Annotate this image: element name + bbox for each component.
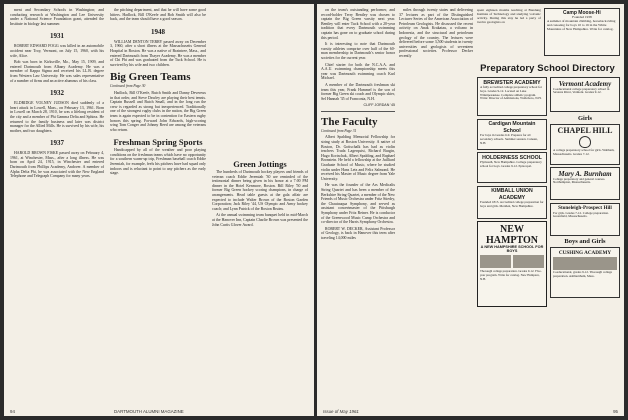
school-ad: [550, 247, 620, 298]
school-name: HOLDERNESS SCHOOL: [482, 154, 542, 161]
article-text: The hundreds of Dartmouth hockey players and friends of veteran coach Eddie Jeremiah '30 are reminded of the testimonial dinner being given in his honor at a 7:00 PM dinner in the Hotel Kenmore, Boston. Bill Riley '50 and former Big Green hockey scoring champions, in charge of arrangements. Head table guests at the gala affair are expected to include Walter Brown of the Boston Garden Corporation; Jack Riley '44, US Olympic and Army hockey coach; and Lynn Patrick of the Boston Bruins.: [212, 170, 308, 211]
school-ad: [477, 77, 547, 116]
section-heading: The Faculty: [321, 115, 378, 128]
section-heading: Big Green Teams: [110, 71, 191, 84]
school-description: Coeducational college preparatory school in Saxtons River, Vermont. Grades 9-12.: [553, 86, 610, 95]
school-name: BREWSTER ACADEMY: [483, 79, 541, 86]
school-description: For girls. Grades 7-12. College preparation. Greenfield, Massachusetts.: [553, 210, 609, 219]
directory-column-left: [477, 77, 547, 307]
school-name: CHAPEL HILL: [557, 126, 613, 135]
school-description: A fully accredited college preparatory school for boys. Grades 9-12. Located on Lake Winnipesaukee. Complete athletic program. Write: Director of Admissions, Wolfeboro, N.H.: [480, 85, 542, 101]
school-description: For boys in Grades 6-9. Prepares for all secondary schools. Summer session. Canaan, N.H.: [480, 133, 538, 145]
school-name: Vermont Academy: [558, 79, 612, 88]
school-ad: [477, 186, 547, 219]
photo: [553, 257, 617, 270]
school-tagline: A NEW HAMPSHIRE SCHOOL FOR BOYS: [480, 245, 544, 253]
obituary-text: WILLIAM DENTON TERRY passed away on December 3, 1960, after a short illness at the Massachusetts General Hospital in Boston. He was a native of Braintree, Mass., and entered Dartmouth from Thayer Academy. He was a member of Chi Phi and was graduated from the Tuck School. He is survived by his wife and two children.: [110, 39, 206, 67]
left-column-1: [10, 8, 104, 402]
school-name: Cardigan Mountain School: [488, 121, 536, 134]
article-text: At the annual swimming team banquet held in mid-March at the Hanover Inn, Captain Charlie Brown was presented the John Curtis Glover Award.: [212, 213, 308, 227]
obituary-text: Bob was born in Kirksville, Mo., May 15, 1909, and entered Dartmouth from Albany Academy. He was a member of Kappa Sigma and received his LL.B. degree from Western Law University. He was sales representative of a number of firms and an active alumnus of his class.: [10, 60, 104, 83]
left-column-3: [212, 154, 308, 402]
right-column-2: [399, 8, 473, 126]
top-text-row: [477, 8, 620, 59]
obituary-text: ROBERT EDWARD FOGG was killed in an automobile accident near Troy, Vermont, on July 15, 1960, with his wife, Alice.: [10, 44, 104, 58]
article-text: Hadlock, Bill O'Keefe, Butch Smith and Danny Devereux in that order, and Steve Dawley are playing their best tennis. Captain Russell and Butch Small, and in the long run the crew is regarded as strong but inexperienced. Traditionally one of the strongest rugby clubs in the nation, the Big Green team is again expected to be in contention for Eastern rugby honors this spring. Forward John Edwards, high-scoring wing Tom Conger and Johnny Reed are among the veterans who return.: [110, 90, 206, 132]
directory-columns: [477, 77, 620, 307]
crest-icon: [579, 136, 591, 148]
campus-photos: [480, 255, 544, 268]
article-text: He was the founder of the Ars Medicalis String Quartet and has been a member of the Berkshire String Quartet, a member of the New Friends of Music Orchestra under Fritz Stiedry, the Chautauqua Symphony, and served as assistant concertmaster of the Pittsburgh Symphony under Fritz Reiner. He is conductor of the Greenwood Music Camp Orchestra and co-director of the Harris Symphony Orchestra.: [321, 183, 395, 225]
page-number: 95: [613, 409, 618, 414]
page-number: 94: [10, 409, 15, 414]
camp-founded: Founded 1938: [572, 15, 592, 19]
section-heading: Freshman Spring Sports: [113, 137, 203, 148]
right-column-1: [321, 8, 395, 402]
article-text: miles through twenty states and delivering 37 lectures as part of the Distinguished Lecturer Series of the American Association of Petroleum Geologists. He discussed the recent activity on Anak Krakatau, a volcano in Indonesia, and the structural and petroleum geology of the country. The lectures were delivered before some 3,500 students in twenty universities and geologists of seventeen professional societies. Professor Decker recently: [399, 8, 473, 58]
article-text: Chief starter for both the N.C.A.A. and A.A.U. swimming championship meets this year was Dartmouth swimming coach Karl Michael.: [321, 62, 395, 81]
class-year-heading: 1948: [151, 27, 165, 36]
section-heading: Boys and Girls: [564, 238, 606, 245]
author-signature: CLIFF JORDAN '45: [363, 103, 395, 108]
body-text: the pitching department, and that he will have some good hitters. Hadlock, Bill O'Keefe and Bob Smith will also be back, and the team should have a good season.: [110, 8, 206, 22]
photo: [480, 255, 511, 268]
camp-name: Camp Moose-Hi: [563, 10, 601, 16]
school-ad: [550, 203, 620, 236]
class-year-heading: 1932: [50, 89, 64, 98]
class-year-heading: 1937: [50, 139, 64, 148]
article-text: ROBERT W. DECKER, Assistant Professor of Geology, is back in Hanover this term after traveling 14,000 miles: [321, 226, 395, 240]
school-description: Founded 1813. Accredited college preparation for boys and girls. Meriden, New Hampshire.: [480, 200, 544, 208]
continued-note: Continued from Page 30: [110, 84, 146, 89]
body-text: ment and Secondary Schools in Washington; and conducting research at Washington and Lee University under a National Science Foundation grant, attended the Institute in biology last summer.: [10, 8, 104, 26]
continued-note: Continued from Page 31: [321, 128, 357, 133]
school-description: Thorough college preparation. Grades 9-12. Five-year program. Write for catalog. New Hampton, N.H.: [480, 269, 542, 281]
section-heading: Green Jottings: [233, 159, 287, 169]
divider: [321, 111, 395, 112]
school-directory: [477, 8, 620, 402]
article-text: Albert Spalding Memorial Fellowship for string study at Boston University. A native of Boston, Dr. Gottschalk has had as violin teachers Truda Lagerquist, Richard Burgin, Hugo Kortschak, Albert Spalding, and Raphael Bronstein. He held a fellowship at the Juilliard Graduate School of Music, where he studied violin under Hans Letz and Felix Salmond. He received his Master of Music degree from Yale University.: [321, 135, 395, 181]
school-description: Plymouth, New Hampshire. College preparatory school for boys. Grades 9-12. Episcopal.: [480, 160, 542, 168]
left-page: [4, 4, 314, 416]
school-ad: [550, 77, 620, 112]
directory-title: Preparatory School Directory: [480, 63, 615, 74]
school-ad: [550, 167, 620, 200]
school-name: Stoneleigh-Prospect Hill: [558, 205, 612, 211]
running-footer: Issue of May 1961: [323, 409, 359, 414]
article-text: spent eighteen months teaching at Bandung Institute of Technology and studying volcanic activity. During this stay he led a party of twelve geologists on: [477, 8, 541, 24]
school-description: Coeducational, grades 9-12. Thorough college preparation. Ashburnham, Mass.: [553, 270, 613, 278]
school-name: KIMBALL UNION ACADEMY: [491, 188, 533, 201]
class-year-heading: 1931: [50, 32, 64, 41]
new-hampton-ad: [477, 221, 547, 307]
article-text: It is interesting to note that Dartmouth varsity athletes comprise over half of the 60-man membership in Dartmouth's senior honor societies for the current year.: [321, 42, 395, 60]
school-name: Mary A. Burnham: [558, 169, 612, 178]
school-description: A college preparatory school for girls. Waltham, Massachusetts. Grades 7-12.: [553, 148, 615, 156]
school-name: NEW HAMPTON: [485, 224, 539, 246]
school-ad: [477, 119, 547, 150]
directory-column-right: [550, 77, 620, 307]
obituary-text: HAROLD BROWN FISKE passed away on February 4, 1961, at Winchester, Mass., after a long illness. He was born on April 24, 1915, in Winchester and entered Dartmouth from Phillips Academy, Andover. A member of Alpha Delta Phi, he was associated with the New England Telephone and Telegraph Company for many years.: [10, 151, 104, 179]
school-description: College preparatory and general courses. Northampton, Massachusetts.: [553, 176, 606, 185]
obituary-text: ELDRIDGE VOLNEY JUDSON died suddenly of a heart attack in Lowell, Mass., on February 13, 1961. Born in Lowell on March 28, 1910, he was a lifelong resident of the city and a member of Phi Gamma Delta and Sphinx. He returned to the family business and later was district manager for the Allied Mills. He is survived by his wife, his mother, and two daughters.: [10, 101, 104, 133]
school-ad: [477, 152, 547, 183]
section-heading: Girls: [577, 114, 593, 122]
photo: [513, 255, 544, 268]
left-column-2: [110, 8, 206, 402]
camp-ad: [544, 8, 620, 56]
right-page: [317, 4, 624, 416]
school-ad: [550, 124, 620, 165]
article-text: A member of the Dartmouth freshman ski team this year, Frank Hammel is the son of former Big Green ski coach and Olympic skier, Sel Hannah '35 of Franconia, N.H.: [321, 82, 395, 101]
school-name: CUSHING ACADEMY: [558, 249, 612, 256]
article-text: on the team's outstanding performer, and record-holder Terry Bentley was chosen to captain the Big Green varsity next year. Bentley will enter Tuck School with a 20-year tradition that every Dartmouth swimming captain has gone on to graduate school during this period.: [321, 8, 395, 40]
article-text: Handicapped by all of the weather and poor playing conditions on the freshman teams which have no opportunity for a southern warm-up trip, Freshman baseball coach Eddie Jeremiah, for example, feels his pitchers have had squad only indoors and is reluctant to point to any pitchers as the early stage.: [110, 148, 206, 176]
camp-description: A summer of mountain climbing, horseback riding and canoeing for boys 10 to 16 in the White Mountains of New Hampshire. Write for catalog.: [546, 19, 616, 31]
running-footer: DARTMOUTH ALUMNI MAGAZINE: [114, 409, 184, 414]
